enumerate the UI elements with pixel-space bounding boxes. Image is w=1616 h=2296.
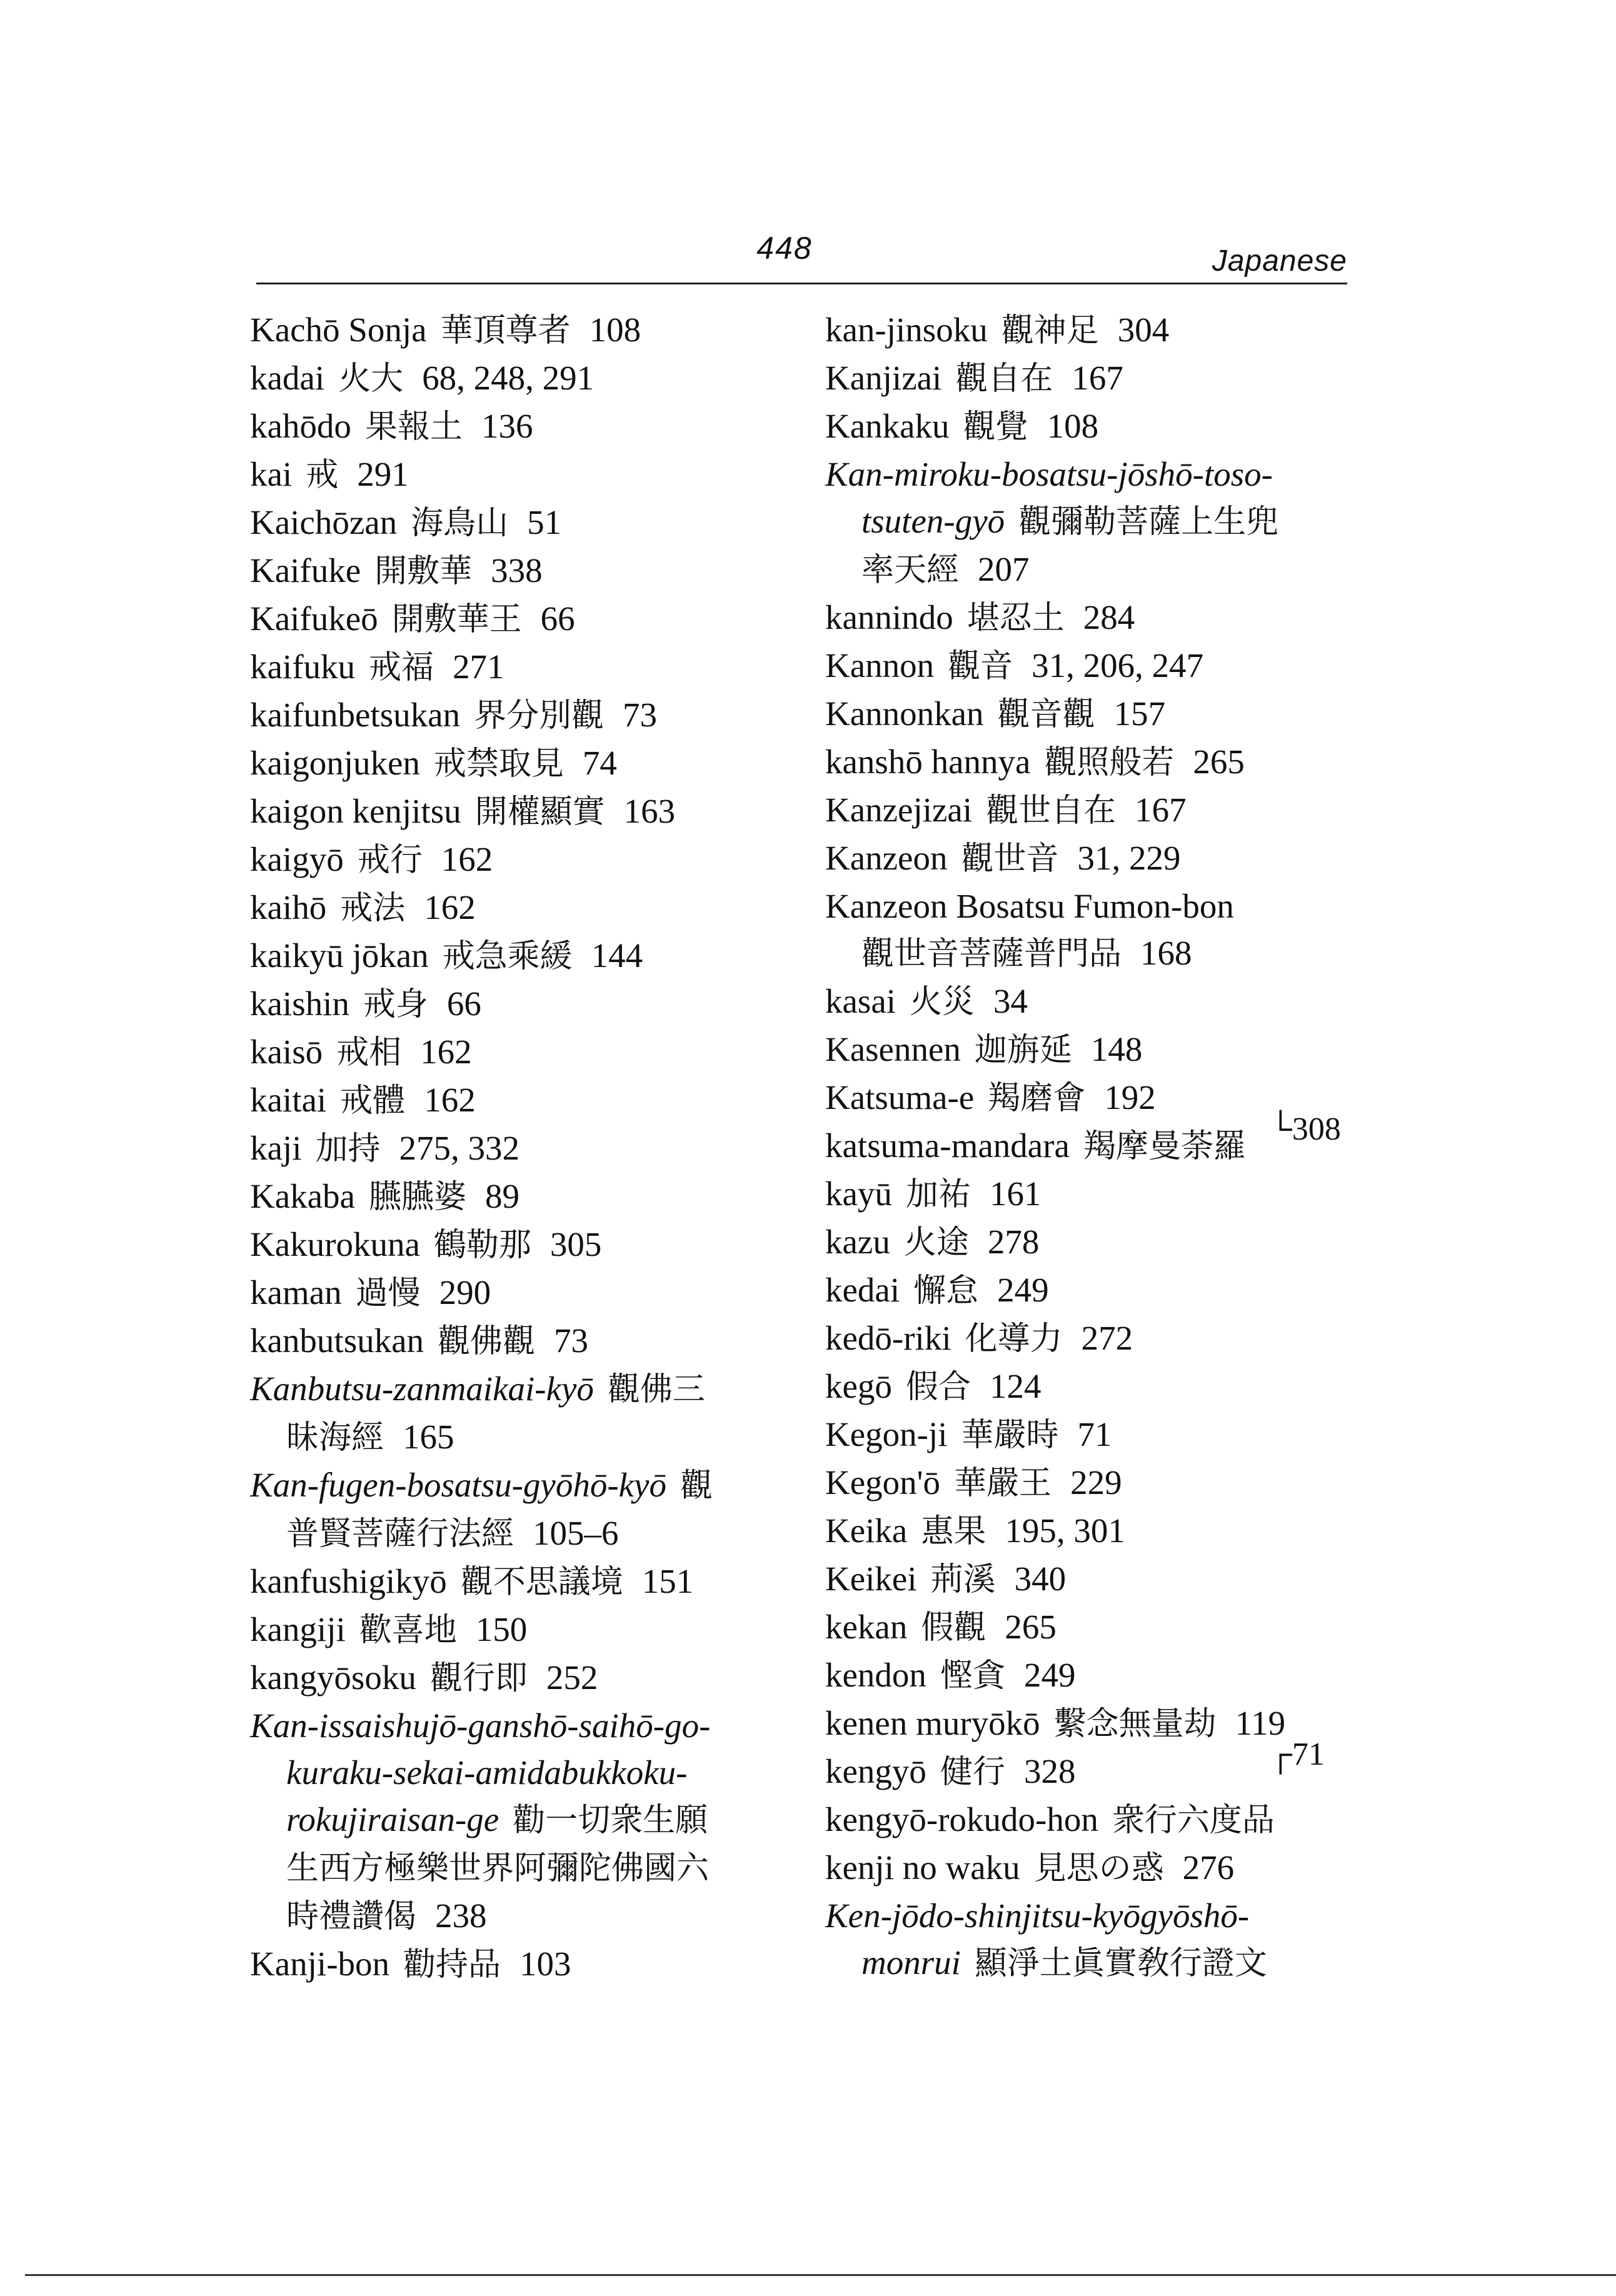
page-number: 448 — [756, 231, 813, 266]
index-entry — [250, 1365, 813, 1413]
entry-term: Keika — [825, 1511, 908, 1550]
entry-term: kadai — [250, 359, 325, 397]
entry-kanji: 觀佛三 — [607, 1371, 705, 1408]
entry-kanji: 繫念無量劫 — [1053, 1705, 1217, 1743]
index-entry — [825, 642, 1375, 690]
entry-term: kuraku-sekai-amidabukkoku- — [286, 1753, 688, 1792]
entry-term: Kannonkan — [825, 694, 984, 733]
entry-kanji: 臙臙婆 — [368, 1178, 466, 1216]
entry-page-refs: 284 — [1083, 598, 1135, 636]
entry-page-refs: 73 — [554, 1321, 589, 1360]
entry-term: kangyōsoku — [250, 1658, 416, 1697]
entry-page-refs: 304 — [1117, 311, 1170, 349]
index-entry — [825, 1652, 1375, 1700]
entry-term: kaji — [250, 1129, 302, 1167]
entry-term: Kanbutsu-zanmaikai-kyō — [250, 1370, 594, 1408]
entry-kanji: 觀行即 — [429, 1660, 528, 1697]
entry-term: rokujiraisan-ge — [286, 1800, 499, 1838]
entry-term: Kannon — [825, 646, 935, 684]
entry-kanji: 觀 — [680, 1467, 713, 1505]
index-entry — [250, 1796, 813, 1844]
entry-kanji: 羯摩曼荼羅 — [1083, 1128, 1246, 1165]
entry-page-refs: 161 — [989, 1175, 1041, 1213]
index-entry — [825, 1218, 1375, 1266]
entry-term: Kanzejizai — [825, 791, 973, 829]
entry-term: Kanzeon — [825, 839, 948, 877]
entry-page-refs: 290 — [439, 1273, 491, 1311]
entry-kanji: 衆行六度品 — [1112, 1802, 1275, 1839]
entry-kanji: 化導力 — [965, 1320, 1063, 1358]
index-entry — [250, 499, 813, 547]
entry-term: Kanzeon Bosatsu Fumon-bon — [825, 887, 1234, 925]
index-entry — [825, 1892, 1375, 1939]
entry-page-refs: 338 — [491, 551, 543, 589]
entry-kanji: 華嚴時 — [961, 1416, 1059, 1454]
entry-term: Ken-jōdo-shinjitsu-kyōgyōshō- — [825, 1897, 1250, 1935]
entry-kanji: 健行 — [940, 1753, 1005, 1791]
entry-kanji: 勸一切衆生願 — [513, 1802, 708, 1839]
entry-page-refs: 249 — [997, 1271, 1049, 1309]
index-entry — [825, 498, 1375, 546]
entry-page-refs: 272 — [1081, 1319, 1133, 1357]
header-rule — [256, 283, 1347, 284]
entry-kanji: 觀不思議境 — [460, 1563, 623, 1601]
index-entry — [825, 1603, 1375, 1652]
index-entry — [250, 739, 813, 788]
entry-term: kaisō — [250, 1033, 323, 1071]
index-entry — [250, 980, 813, 1028]
left-column — [250, 306, 813, 1988]
index-entry — [825, 690, 1375, 738]
index-entry — [825, 306, 1375, 354]
entry-page-refs: 162 — [441, 840, 493, 878]
entry-term: kaifunbetsukan — [250, 696, 461, 734]
index-entry — [825, 1363, 1375, 1411]
entry-page-refs: 31, 229 — [1077, 839, 1181, 877]
entry-page-refs: 278 — [987, 1223, 1040, 1261]
entry-kanji: 戒相 — [336, 1034, 402, 1071]
entry-term: Kan-miroku-bosatsu-jōshō-toso- — [825, 455, 1273, 493]
index-entry — [825, 546, 1375, 594]
index-entry — [825, 1170, 1375, 1218]
entry-page-refs: 108 — [589, 311, 641, 349]
entry-page-refs: 150 — [475, 1610, 528, 1648]
entry-page-refs: 163 — [623, 792, 676, 830]
entry-page-refs: 73 — [623, 696, 658, 734]
entry-page-refs: 89 — [484, 1177, 519, 1215]
entry-kanji: 率天經 — [861, 551, 960, 589]
index-entry — [250, 1221, 813, 1269]
entry-page-refs: 66 — [540, 599, 575, 638]
entry-kanji: 假觀 — [921, 1609, 986, 1647]
footer-rule — [25, 2274, 1616, 2276]
index-entry — [250, 1844, 813, 1892]
entry-page-refs: 162 — [424, 888, 476, 926]
index-entry — [250, 691, 813, 739]
index-entry — [825, 594, 1375, 642]
entry-term: kegō — [825, 1367, 892, 1405]
entry-kanji: 華嚴王 — [954, 1465, 1052, 1502]
entry-term: kenji no waku — [825, 1848, 1020, 1887]
entry-kanji: 歡喜地 — [359, 1612, 457, 1649]
entry-page-refs: 51 — [527, 503, 562, 541]
entry-term: Kakaba — [250, 1177, 355, 1215]
entry-kanji: 慳貪 — [940, 1657, 1005, 1695]
entry-page-refs: 68, 248, 291 — [422, 359, 595, 397]
entry-page-refs: 167 — [1071, 359, 1123, 397]
entry-term: kahōdo — [250, 407, 351, 445]
entry-term: kaihō — [250, 888, 327, 926]
entry-term: Kachō Sonja — [250, 311, 427, 349]
entry-kanji: 觀覺 — [963, 408, 1028, 446]
entry-kanji: 界分別觀 — [474, 697, 605, 734]
entry-kanji: 懈怠 — [913, 1272, 979, 1310]
index-entry — [825, 1315, 1375, 1363]
index-entry — [825, 403, 1375, 451]
index-entry — [250, 1173, 813, 1221]
entry-term: kan-jinsoku — [825, 311, 988, 349]
margin-note-308: └308 — [1269, 1111, 1341, 1147]
entry-term: kedō-riki — [825, 1319, 951, 1357]
entry-term: kengyō — [825, 1752, 926, 1790]
entry-kanji: 勸持品 — [403, 1946, 501, 1983]
entry-page-refs: 136 — [481, 407, 533, 445]
entry-kanji: 觀佛觀 — [438, 1323, 536, 1360]
entry-kanji: 觀音 — [948, 648, 1013, 685]
entry-term: kasai — [825, 982, 896, 1020]
entry-page-refs: 252 — [546, 1658, 598, 1697]
entry-kanji: 戒急乘緩 — [442, 938, 573, 975]
entry-page-refs: 34 — [993, 982, 1028, 1020]
index-entry — [250, 306, 813, 354]
entry-term: Keikei — [825, 1560, 917, 1598]
entry-kanji: 觀神足 — [1001, 312, 1099, 349]
index-entry — [250, 1558, 813, 1606]
entry-page-refs: 31, 206, 247 — [1031, 646, 1204, 684]
index-entry — [250, 643, 813, 691]
entry-page-refs: 340 — [1014, 1560, 1066, 1598]
entry-page-refs: 105–6 — [533, 1514, 619, 1552]
index-entry — [250, 1940, 813, 1988]
index-entry — [250, 1510, 813, 1558]
entry-kanji: 果報土 — [364, 408, 463, 446]
entry-term: Kan-fugen-bosatsu-gyōhō-kyō — [250, 1466, 666, 1504]
entry-term: Kaifukeō — [250, 599, 378, 638]
index-entry — [250, 1413, 813, 1461]
entry-kanji: 開權顯實 — [474, 793, 605, 831]
entry-page-refs: 151 — [641, 1562, 694, 1600]
entry-kanji: 開敷華 — [374, 553, 473, 590]
entry-kanji: 觀彌勒菩薩上生兜 — [1018, 503, 1279, 541]
entry-page-refs: 162 — [420, 1033, 472, 1071]
index-entry — [250, 1028, 813, 1076]
entry-page-refs: 275, 332 — [399, 1129, 519, 1167]
entry-term: kaigonjuken — [250, 744, 420, 782]
entry-kanji: 見思の惑 — [1033, 1850, 1164, 1887]
entry-page-refs: 328 — [1023, 1752, 1076, 1790]
entry-term: Kan-issaishujō-ganshō-saihō-go- — [250, 1707, 711, 1745]
entry-term: Kanji-bon — [250, 1945, 390, 1983]
entry-term: Kakurokuna — [250, 1225, 420, 1263]
entry-kanji: 觀世自在 — [986, 792, 1117, 830]
entry-kanji: 觀音觀 — [997, 696, 1095, 733]
index-entry — [250, 1317, 813, 1365]
entry-page-refs: 305 — [550, 1225, 602, 1263]
entry-term: Kaifuke — [250, 551, 361, 589]
entry-kanji: 戒 — [306, 456, 339, 494]
entry-kanji: 顯淨土眞實敎行證文 — [974, 1945, 1267, 1982]
entry-page-refs: 195, 301 — [1005, 1511, 1125, 1550]
entry-page-refs: 271 — [453, 648, 504, 686]
entry-kanji: 戒身 — [363, 986, 428, 1023]
entry-kanji: 迦旃延 — [974, 1031, 1072, 1069]
index-entry — [825, 451, 1375, 498]
entry-page-refs: 144 — [591, 936, 643, 975]
index-entry — [250, 1269, 813, 1317]
entry-term: kengyō-rokudo-hon — [825, 1800, 1098, 1838]
entry-term: kaigon kenjitsu — [250, 792, 461, 830]
index-entry — [825, 1796, 1375, 1844]
entry-term: Kanjizai — [825, 359, 942, 397]
entry-kanji: 開敷華王 — [391, 601, 522, 638]
index-entry — [825, 883, 1375, 930]
entry-kanji: 羯磨會 — [988, 1080, 1086, 1117]
entry-kanji: 戒體 — [340, 1082, 406, 1120]
entry-term: kaifuku — [250, 648, 356, 686]
entry-page-refs: 168 — [1140, 934, 1192, 972]
entry-term: kaitai — [250, 1081, 327, 1119]
entry-term: kayū — [825, 1175, 892, 1213]
entry-kanji: 惠果 — [921, 1513, 986, 1550]
entry-term: Katsuma-e — [825, 1078, 975, 1116]
index-entry — [825, 786, 1375, 835]
index-entry — [250, 1076, 813, 1125]
index-entry — [250, 884, 813, 932]
index-entry — [825, 1939, 1375, 1987]
entry-term: kazu — [825, 1223, 890, 1261]
index-entry — [250, 1461, 813, 1510]
entry-page-refs: 119 — [1235, 1704, 1286, 1742]
index-entry — [825, 738, 1375, 786]
entry-term: kedai — [825, 1271, 900, 1309]
index-entry — [250, 451, 813, 499]
entry-term: tsuten-gyō — [861, 502, 1005, 540]
entry-kanji: 火災 — [910, 983, 975, 1021]
entry-term: kekan — [825, 1608, 908, 1646]
index-entry — [825, 1266, 1375, 1315]
entry-kanji: 生西方極樂世界阿彌陀佛國六 — [286, 1850, 710, 1887]
entry-term: monrui — [861, 1943, 961, 1982]
entry-term: kai — [250, 455, 293, 493]
entry-page-refs: 192 — [1104, 1078, 1156, 1116]
index-entry — [250, 547, 813, 595]
entry-kanji: 火途 — [903, 1224, 969, 1261]
entry-term: Kasennen — [825, 1030, 961, 1068]
entry-kanji: 戒法 — [340, 890, 406, 927]
index-entry — [825, 978, 1375, 1026]
entry-page-refs: 207 — [978, 550, 1030, 588]
index-entry — [250, 1749, 813, 1796]
entry-page-refs: 71 — [1077, 1415, 1112, 1453]
index-entry — [825, 1844, 1375, 1892]
entry-kanji: 海鳥山 — [411, 504, 509, 542]
entry-term: kanshō hannya — [825, 743, 1031, 781]
entry-page-refs: 276 — [1182, 1848, 1235, 1887]
entry-term: kaikyū jōkan — [250, 936, 429, 975]
entry-kanji: 戒福 — [369, 649, 434, 686]
entry-kanji: 觀自在 — [955, 360, 1053, 398]
entry-kanji: 加持 — [315, 1130, 381, 1168]
entry-kanji: 火大 — [338, 360, 404, 398]
index-entry — [250, 1654, 813, 1702]
entry-term: Kankaku — [825, 407, 950, 445]
entry-page-refs: 162 — [424, 1081, 476, 1119]
entry-kanji: 昧海經 — [286, 1419, 384, 1456]
index-entry — [250, 1606, 813, 1654]
index-entry — [250, 1125, 813, 1173]
entry-term: kangiji — [250, 1610, 346, 1648]
index-entry — [250, 595, 813, 643]
entry-term: kendon — [825, 1656, 926, 1694]
entry-kanji: 鶴勒那 — [433, 1226, 531, 1264]
entry-page-refs: 103 — [519, 1945, 571, 1983]
entry-kanji: 堪忍土 — [966, 599, 1065, 637]
entry-page-refs: 66 — [446, 985, 481, 1023]
entry-page-refs: 249 — [1023, 1656, 1076, 1694]
margin-note-71: ┌71 — [1269, 1737, 1325, 1772]
entry-term: kenen muryōkō — [825, 1704, 1040, 1742]
entry-kanji: 戒禁取見 — [433, 745, 564, 783]
entry-page-refs: 167 — [1135, 791, 1187, 829]
entry-kanji: 荊溪 — [930, 1561, 996, 1598]
index-entry — [825, 1026, 1375, 1074]
index-entry — [250, 932, 813, 980]
index-entry — [825, 930, 1375, 978]
entry-kanji: 過慢 — [355, 1275, 421, 1312]
entry-term: kaigyō — [250, 840, 344, 878]
entry-kanji: 戒行 — [357, 841, 423, 879]
entry-page-refs: 124 — [989, 1367, 1041, 1405]
entry-kanji: 觀世音 — [961, 840, 1059, 878]
entry-kanji: 觀世音菩薩普門品 — [861, 935, 1122, 973]
entry-page-refs: 74 — [582, 744, 617, 782]
entry-kanji: 假合 — [905, 1368, 971, 1406]
entry-kanji: 華頂尊者 — [440, 312, 571, 349]
entry-page-refs: 265 — [1005, 1608, 1056, 1646]
entry-page-refs: 229 — [1070, 1463, 1122, 1501]
entry-term: kannindo — [825, 598, 953, 636]
entry-page-refs: 265 — [1193, 743, 1245, 781]
entry-kanji: 時禮讚偈 — [286, 1898, 417, 1935]
entry-term: Kegon'ō — [825, 1463, 941, 1501]
entry-term: Kegon-ji — [825, 1415, 948, 1453]
index-entry — [825, 1507, 1375, 1555]
entry-kanji: 普賢菩薩行法經 — [286, 1515, 514, 1553]
entry-page-refs: 238 — [435, 1897, 487, 1935]
index-entry — [250, 354, 813, 403]
entry-term: kaman — [250, 1273, 342, 1311]
index-entry — [250, 403, 813, 451]
entry-term: katsuma-mandara — [825, 1126, 1070, 1165]
entry-kanji: 加祐 — [905, 1176, 971, 1213]
index-entry — [825, 354, 1375, 403]
entry-page-refs: 108 — [1046, 407, 1099, 445]
entry-kanji: 觀照般若 — [1044, 744, 1175, 781]
index-entry — [825, 1555, 1375, 1603]
entry-page-refs: 157 — [1113, 694, 1166, 733]
index-entry — [825, 1459, 1375, 1507]
entry-page-refs: 148 — [1090, 1030, 1143, 1068]
index-entry — [825, 835, 1375, 883]
entry-term: kanbutsukan — [250, 1321, 424, 1360]
index-entry — [250, 1892, 813, 1940]
entry-term: kanfushigikyō — [250, 1562, 447, 1600]
index-entry — [250, 788, 813, 836]
entry-page-refs: 291 — [357, 455, 409, 493]
entry-term: kaishin — [250, 985, 349, 1023]
entry-term: Kaichōzan — [250, 503, 398, 541]
entry-page-refs: 165 — [403, 1418, 454, 1456]
index-entry — [250, 1702, 813, 1749]
index-entry — [825, 1411, 1375, 1459]
section-label: Japanese — [1212, 244, 1347, 278]
index-entry — [250, 836, 813, 884]
